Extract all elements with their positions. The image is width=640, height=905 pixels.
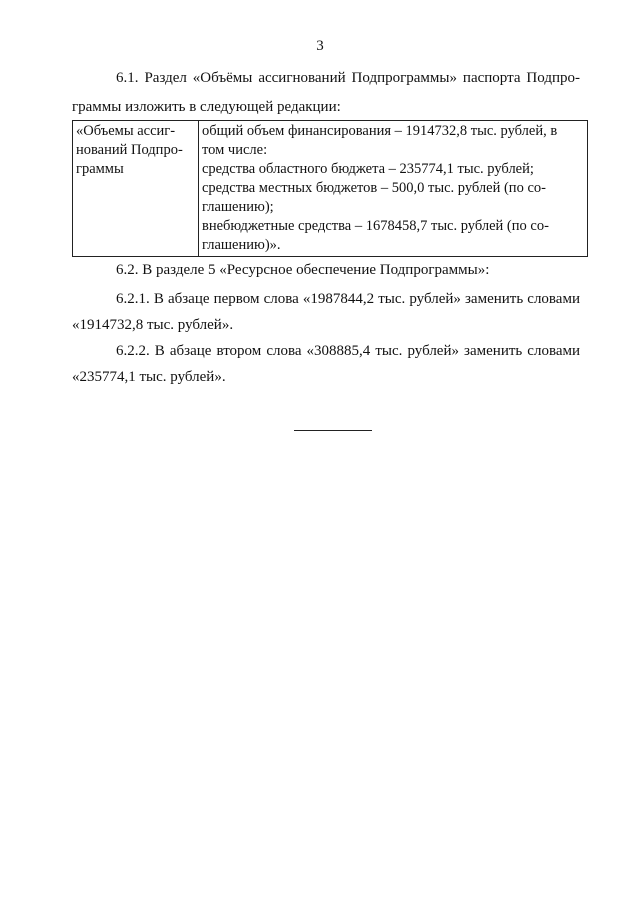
paragraph-6-2-2-line-1: 6.2.2. В абзаце втором слова «308885,4 тыс. рублей» заменить словами [116, 343, 580, 359]
paragraph-6-2 [72, 257, 580, 283]
paragraph-6-2-1-line-1: 6.2.1. В абзаце первом слова «1987844,2 тыс. рублей» заменить словами [116, 291, 580, 307]
table-label-cell [73, 121, 199, 257]
label-line: «Объемы ассиг- [76, 123, 176, 139]
table-value-cell [199, 121, 588, 257]
table-row [73, 121, 588, 257]
intro-paragraph [72, 64, 580, 122]
paragraph-6-2-1 [72, 286, 580, 338]
value-line: общий объем финансирования – 1914732,8 тыс. рублей, в [202, 123, 558, 139]
value-line: глашению)». [202, 237, 281, 253]
paragraph-6-2-2 [72, 338, 580, 390]
label-line: нований Подпро- [76, 142, 183, 158]
value-line: средства областного бюджета – 235774,1 тыс. рублей; [202, 161, 534, 177]
end-divider-line [294, 430, 372, 431]
value-line: средства местных бюджетов – 500,0 тыс. рублей (по со- [202, 180, 546, 196]
amendment-table [72, 120, 588, 257]
value-line: внебюджетные средства – 1678458,7 тыс. рублей (по со- [202, 218, 549, 234]
value-line: том числе: [202, 142, 268, 158]
value-line: глашению); [202, 199, 274, 215]
label-line: граммы [76, 161, 124, 177]
intro-line-2: граммы изложить в следующей редакции: [72, 99, 341, 115]
page-number: 3 [316, 38, 324, 54]
paragraph-6-2-1-line-2: «1914732,8 тыс. рублей». [72, 317, 234, 333]
paragraph-6-2-text: 6.2. В разделе 5 «Ресурсное обеспечение Подпрограммы»: [116, 262, 490, 278]
paragraph-6-2-2-line-2: «235774,1 тыс. рублей». [72, 369, 226, 385]
intro-line-1: 6.1. Раздел «Объёмы ассигнований Подпрограммы» паспорта Подпро- [116, 70, 580, 86]
